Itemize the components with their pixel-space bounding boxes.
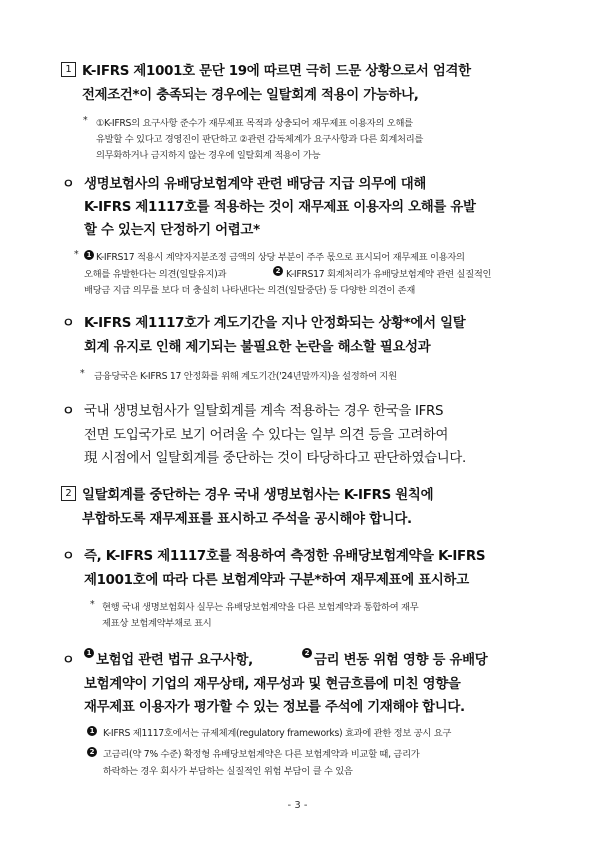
section-heading-line: 일탈회계를 중단하는 경우 국내 생명보험사는 K-IFRS 원칙에 bbox=[82, 488, 434, 503]
footnote-line: 배당금 지급 의무를 보다 더 충실히 나타낸다는 의견(일탈중단) 등 다양한 의견이 존재 bbox=[84, 285, 416, 296]
section-heading-line: 전제조건*이 충족되는 경우에는 일탈회계 적용이 가능하나, bbox=[82, 88, 419, 103]
body-line: 재무제표 이용자가 평가할 수 있는 정보를 주석에 기재해야 합니다. bbox=[84, 700, 465, 715]
section-number-box: 2 bbox=[61, 486, 76, 501]
footnote-star: * bbox=[80, 368, 85, 379]
bullet-circle-icon: ㅇ bbox=[62, 316, 75, 331]
footnote-line: 의무화하거나 금지하지 않는 경우에 일탈회계 적용이 가능 bbox=[96, 150, 321, 161]
body-line: 전면 도입국가로 보기 어려울 수 있다는 일부 의견 등을 고려하여 bbox=[84, 428, 449, 443]
bullet-circle-icon: ㅇ bbox=[62, 404, 75, 419]
body-line: K-IFRS 제1117호가 계도기간을 지나 안정화되는 상황*에서 일탈 bbox=[84, 316, 466, 331]
bullet-circle-icon: ㅇ bbox=[62, 549, 75, 564]
body-line: 現 시점에서 일탈회계를 중단하는 것이 타당하다고 판단하였습니다. bbox=[84, 451, 466, 466]
footnote-line: 금융당국은 K-IFRS 17 안정화를 위해 계도기간('24년말까지)을 설정하여 지원 bbox=[94, 371, 397, 382]
footnote-star: * bbox=[90, 599, 95, 610]
body-line: 할 수 있는지 단정하기 어렵고* bbox=[84, 223, 260, 238]
footnote-line: K-IFRS17 회계처리가 유배당보험계약 관련 실질적인 bbox=[286, 269, 492, 280]
circled-number-icon: 1 bbox=[84, 648, 94, 658]
circled-number-icon: 2 bbox=[302, 648, 312, 658]
footnote-line: ①K-IFRS의 요구사항 준수가 재무제표 목적과 상충되어 재무제표 이용자의 오해를 bbox=[96, 118, 413, 129]
page-number: - 3 - bbox=[287, 800, 308, 811]
footnote-line: 오해를 유발한다는 의견(일탈유지)과 bbox=[84, 269, 227, 280]
body-line: 금리 변동 위험 영향 등 유배당 bbox=[314, 653, 488, 668]
body-line: 회계 유지로 인해 제기되는 불필요한 논란을 해소할 필요성과 bbox=[84, 340, 431, 355]
section-heading-line: K-IFRS 제1001호 문단 19에 따르면 극히 드문 상황으로서 엄격한 bbox=[82, 64, 471, 79]
footnote-line: K-IFRS17 적용시 계약자지분조정 금액의 상당 부분이 주주 몫으로 표시되어 재무제표 이용자의 bbox=[96, 252, 465, 263]
body-line: 보험계약이 기업의 재무상태, 재무성과 및 현금흐름에 미친 영향을 bbox=[84, 677, 461, 692]
footnote-star: * bbox=[74, 249, 79, 260]
footnote-line: 하락하는 경우 회사가 부담하는 실질적인 위험 부담이 클 수 있음 bbox=[103, 766, 353, 777]
footnote-line: 현행 국내 생명보험회사 실무는 유배당보험계약을 다른 보험계약과 통합하여 재무 bbox=[102, 602, 419, 613]
body-line: 생명보험사의 유배당보험계약 관련 배당금 지급 의무에 대해 bbox=[84, 177, 427, 192]
circled-number-icon: 1 bbox=[87, 726, 97, 736]
footnote-line: 고금리(약 7% 수준) 확정형 유배당보험계약은 다른 보험계약과 비교할 때, 금리가 bbox=[103, 749, 420, 760]
body-line: K-IFRS 제1117호를 적용하는 것이 재무제표 이용자의 오해를 유발 bbox=[84, 200, 476, 215]
body-line: 즉, K-IFRS 제1117호를 적용하여 측정한 유배당보험계약을 K-IFRS bbox=[84, 549, 486, 564]
circled-number-icon: 2 bbox=[87, 747, 97, 757]
footnote-line: 제표상 보험계약부채로 표시 bbox=[102, 618, 212, 629]
bullet-circle-icon: ㅇ bbox=[62, 653, 75, 668]
footnote-line: 유발할 수 있다고 경영진이 판단하고 ②관련 감독체계가 요구사항과 다른 회계처리를 bbox=[96, 134, 424, 145]
footnote-star: * bbox=[83, 115, 88, 126]
section-heading-line: 부합하도록 재무제표를 표시하고 주석을 공시해야 합니다. bbox=[82, 512, 412, 527]
body-line: 보험업 관련 법규 요구사항, bbox=[96, 653, 253, 668]
bullet-circle-icon: ㅇ bbox=[62, 177, 75, 192]
section-number-box: 1 bbox=[61, 62, 76, 77]
circled-number-icon: 2 bbox=[273, 266, 283, 276]
body-line: 국내 생명보험사가 일탈회계를 계속 적용하는 경우 한국을 IFRS bbox=[84, 404, 444, 419]
circled-number-icon: 1 bbox=[84, 250, 94, 260]
footnote-line: K-IFRS 제1117호에서는 규제체계(regulatory frameworks) 효과에 관한 정보 공시 요구 bbox=[103, 728, 452, 739]
body-line: 제1001호에 따라 다른 보험계약과 구분*하여 재무제표에 표시하고 bbox=[84, 573, 469, 588]
